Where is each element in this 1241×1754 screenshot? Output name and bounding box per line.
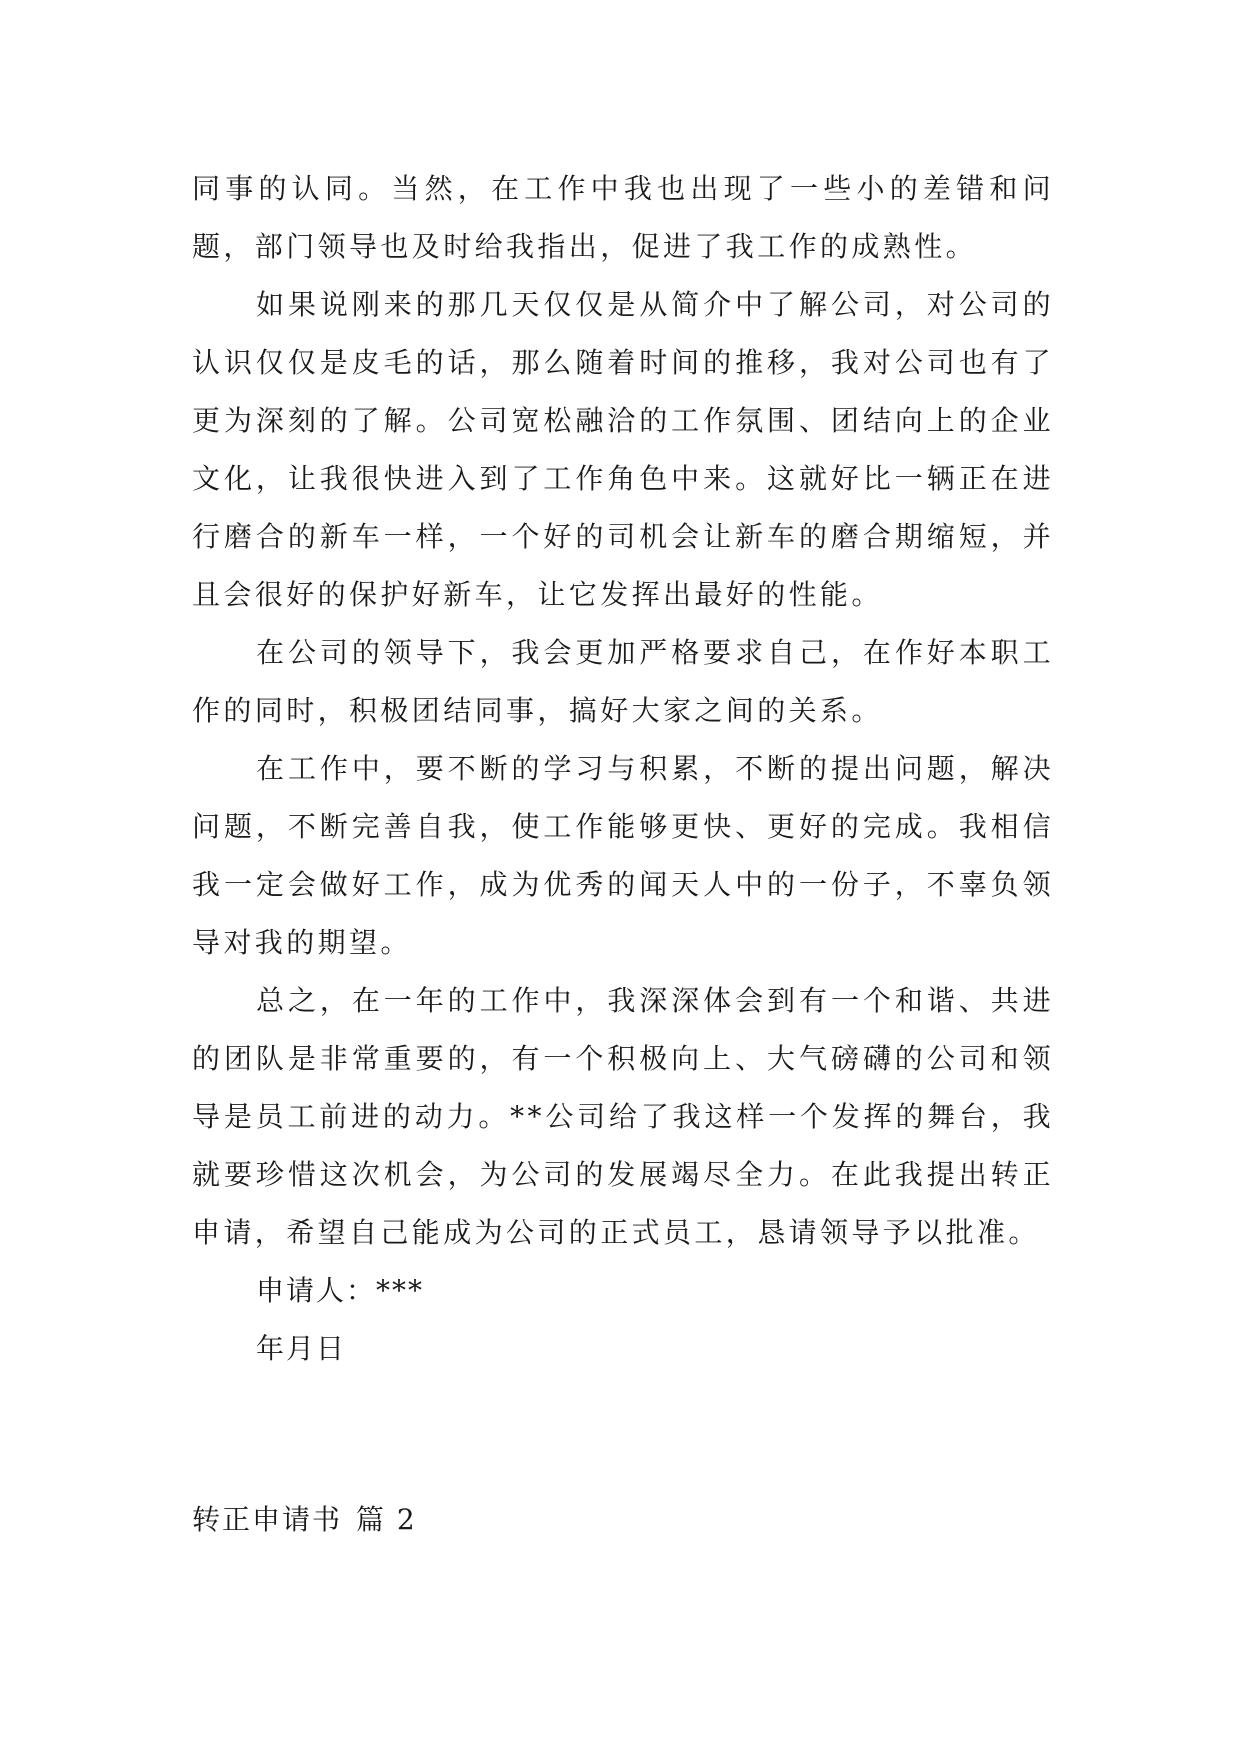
- applicant-signature: 申请人：***: [256, 1274, 425, 1307]
- paragraph: 如果说刚来的那几天仅仅是从简介中了解公司，对公司的认识仅仅是皮毛的话，那么随着时间的推移，我对公司也有了更为深刻的了解。公司宽松融洽的工作氛围、团结向上的企业文化，让我很快进入到了工作角色中来。这就好比一辆正在进行磨合的新车一样，一个好的司机会让新车的磨合期缩短，并且会很好的保护好新车，让它发挥出最好的性能。: [192, 288, 1054, 611]
- paragraph: 在工作中，要不断的学习与积累，不断的提出问题，解决问题，不断完善自我，使工作能够更快、更好的完成。我相信我一定会做好工作，成为优秀的闻天人中的一份子，不辜负领导对我的期望。: [192, 752, 1054, 959]
- document-body: [192, 160, 1054, 1378]
- next-section-heading: [192, 1500, 417, 1540]
- section-title: 转正申请书: [192, 1503, 343, 1536]
- paragraph-continuation: 同事的认同。当然，在工作中我也出现了一些小的差错和问题，部门领导也及时给我指出，促进了我工作的成熟性。: [192, 172, 1054, 263]
- paragraph: 在公司的领导下，我会更加严格要求自己，在作好本职工作的同时，积极团结同事，搞好大家之间的关系。: [192, 636, 1054, 727]
- section-part-label: 篇 2: [356, 1503, 417, 1536]
- signature-date: 年月日: [256, 1332, 347, 1365]
- paragraph: 总之，在一年的工作中，我深深体会到有一个和谐、共进的团队是非常重要的，有一个积极向上、大气磅礴的公司和领导是员工前进的动力。**公司给了我这样一个发挥的舞台，我就要珍惜这次机会，为公司的发展竭尽全力。在此我提出转正申请，希望自己能成为公司的正式员工，恳请领导予以批准。: [192, 984, 1054, 1249]
